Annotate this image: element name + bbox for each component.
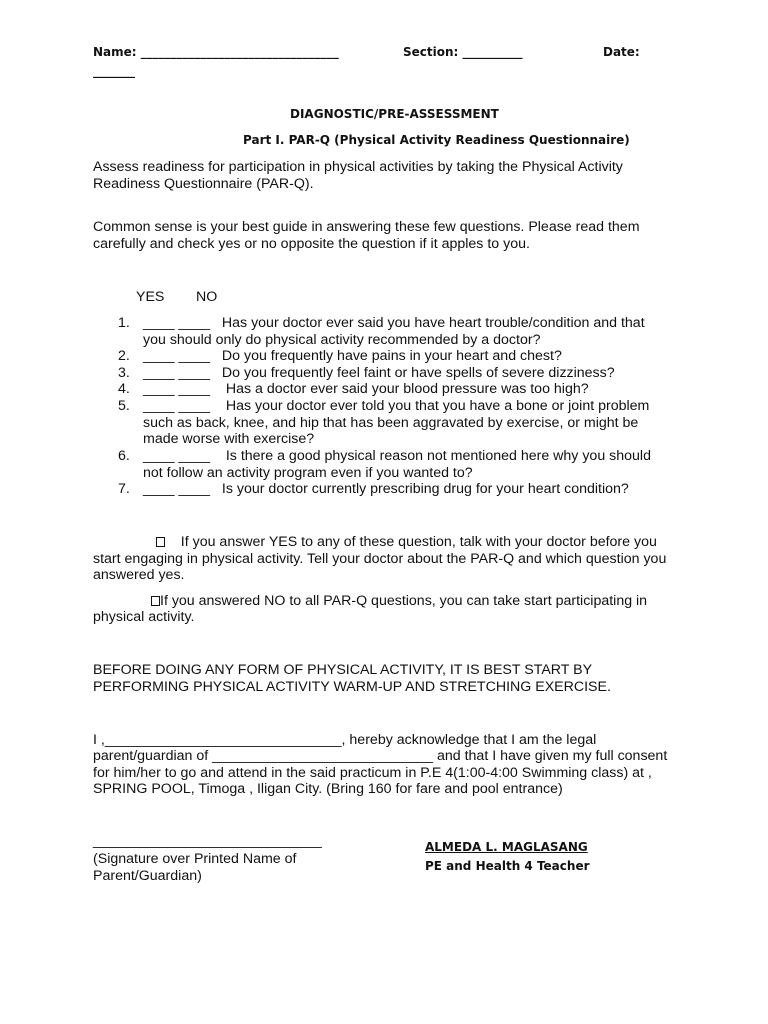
signature-label-2: Parent/Guardian): [93, 868, 202, 884]
question-number: 1.: [118, 315, 130, 331]
consent-line-4: SPRING POOL, Timoga , Iligan City. (Bring 160 for fare and pool entrance): [93, 781, 563, 797]
checkbox-icon[interactable]: [151, 596, 160, 606]
teacher-name: ALMEDA L. MAGLASANG: [425, 840, 588, 854]
date-field-label: Date:: [603, 45, 640, 59]
guide-line-2: carefully and check yes or no opposite the question if it apples to you.: [93, 236, 530, 252]
question-text: Has a doctor ever said your blood pressure was too high?: [221, 381, 589, 397]
question-number: 4.: [118, 381, 130, 397]
signature-label-1: (Signature over Printed Name of: [93, 851, 297, 867]
answer-blanks[interactable]: ____ ____: [143, 381, 211, 397]
consent-line-2: parent/guardian of ____________________________ and that I have given my full consent: [93, 748, 668, 764]
answer-blanks[interactable]: ____ ____: [143, 448, 211, 464]
question-text-continued: you should only do physical activity recommended by a doctor?: [143, 331, 541, 348]
question-item: [96, 365, 686, 382]
warning-line-2: PERFORMING PHYSICAL ACTIVITY WARM-UP AND STRETCHING EXERCISE.: [93, 679, 611, 695]
question-item: [96, 348, 686, 365]
intro-line-1: Assess readiness for participation in physical activities by taking the Physical Activity: [93, 159, 623, 175]
consent-line-1: I ,______________________________, hereby acknowledge that I am the legal: [93, 732, 597, 748]
question-item: [96, 398, 686, 448]
answer-blanks[interactable]: ____ ____: [143, 481, 211, 497]
checkbox-icon[interactable]: [156, 537, 165, 547]
answer-blanks[interactable]: ____ ____: [143, 365, 211, 381]
question-number: 7.: [118, 481, 130, 497]
signature-line[interactable]: _____________________________: [93, 833, 322, 849]
question-text: Do you frequently feel faint or have spells of severe dizziness?: [221, 365, 615, 381]
question-number: 5.: [118, 398, 130, 414]
question-item: [96, 381, 686, 398]
answer-blanks[interactable]: ____ ____: [143, 398, 211, 414]
warning-line-1: BEFORE DOING ANY FORM OF PHYSICAL ACTIVITY, IT IS BEST START BY: [93, 662, 593, 678]
page-title: DIAGNOSTIC/PRE-ASSESSMENT: [290, 107, 499, 121]
question-text-continued: not follow an activity program even if you wanted to?: [143, 464, 473, 481]
question-number: 6.: [118, 448, 130, 464]
answer-blanks[interactable]: ____ ____: [143, 348, 211, 364]
yes-note-text: If you answer YES to any of these question, talk with your doctor before you: [180, 534, 657, 550]
answer-blanks[interactable]: ____ ____: [143, 315, 211, 331]
no-note-line-2: physical activity.: [93, 609, 195, 625]
consent-line-3: for him/her to go and attend in the said practicum in P.E 4(1:00-4:00 Swimming class) at ,: [93, 765, 652, 781]
name-field-label: Name: _________________________________: [93, 45, 339, 59]
date-field-line: _______: [93, 64, 135, 78]
question-text: Is your doctor currently prescribing drug for your heart condition?: [221, 481, 629, 497]
no-note-line-1: [151, 593, 647, 610]
question-item: [96, 481, 686, 498]
section-field-label: Section: __________: [403, 45, 523, 59]
question-text: Do you frequently have pains in your heart and chest?: [221, 348, 562, 364]
page-subtitle: Part I. PAR-Q (Physical Activity Readiness Questionnaire): [243, 133, 630, 147]
question-text: Has your doctor ever said you have heart trouble/condition and that: [221, 315, 645, 331]
question-text: Is there a good physical reason not mentioned here why you should: [221, 448, 651, 464]
question-text-continued: such as back, knee, and hip that has been aggravated by exercise, or might be made worse with exercise?: [143, 414, 639, 448]
yes-note-line-3: answered yes.: [93, 567, 185, 583]
yes-note-line-2: start engaging in physical activity. Tell your doctor about the PAR-Q and which question you: [93, 551, 667, 567]
yes-column-header: YES: [136, 289, 165, 305]
no-note-text: If you answered NO to all PAR-Q questions, you can take start participating in: [160, 593, 648, 609]
question-item: [96, 448, 686, 481]
intro-line-2: Readiness Questionnaire (PAR-Q).: [93, 176, 314, 192]
question-item: [96, 315, 686, 348]
question-number: 2.: [118, 348, 130, 364]
guide-line-1: Common sense is your best guide in answering these few questions. Please read them: [93, 219, 640, 235]
yes-note-line-1: [156, 534, 657, 551]
question-text: Has your doctor ever told you that you have a bone or joint problem: [221, 398, 650, 414]
question-number: 3.: [118, 365, 130, 381]
no-column-header: NO: [196, 289, 218, 305]
teacher-role: PE and Health 4 Teacher: [425, 859, 590, 873]
